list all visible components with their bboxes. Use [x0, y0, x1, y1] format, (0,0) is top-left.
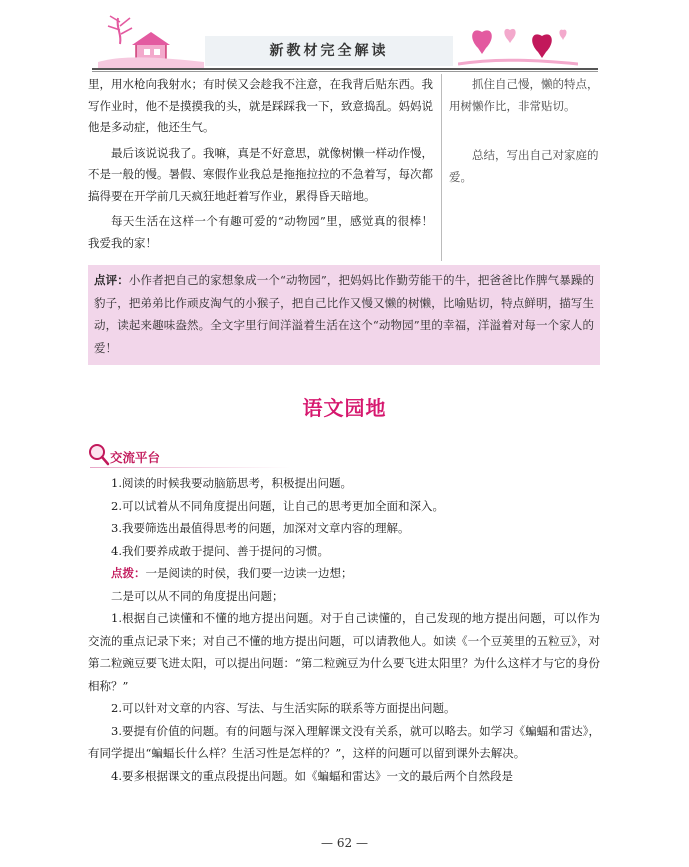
essay-text [88, 74, 433, 254]
essay-paragraph: 里，用水枪向我射水；有时侯又会趁我不注意，在我背后贴东西。我写作业时，他不是摸摸我的头，就是踩踩我一下，致意捣乱。妈妈说他是多动症，他还生气。 [88, 77, 433, 134]
section-title: 语文园地 [302, 396, 387, 420]
point-paragraph: 3.要提有价值的问题。有的问题与深入理解课文没有关系，就可以略去。如学习《蝙蝠和雷达》，有同学提出“蝙蝠长什么样？生活习性是怎样的？”，这样的问题可以留到课外去解决。 [88, 723, 600, 760]
list-item: 4.我们要养成敢于提问、善于提问的习惯。 [111, 543, 329, 558]
header-rule-thin [92, 71, 598, 72]
tip-line-2: 二是可以从不同的角度提出问题； [111, 588, 284, 603]
list-item: 1.阅读的时候我要动脑筋思考，积极提出问题。 [111, 476, 352, 490]
essay-paragraph: 最后该说说我了。我嘛，真是不好意思，就像树懒一样动作慢，不是一般的慢。暑假、寒假作业我总是拖拖拉拉的不急着写，每次都搞得要在开学前几天疯狂地赶着写作业，累得昏天暗地。 [88, 145, 433, 203]
hearts-illustration [458, 18, 578, 70]
house-tree-illustration [96, 14, 206, 70]
column-divider [441, 74, 442, 261]
point-paragraph: 2.可以针对文章的内容、写法、与生活实际的联系等方面提出问题。 [111, 701, 456, 715]
review-text: 小作者把自己的家想象成一个“动物园”，把妈妈比作勤劳能干的牛，把爸爸比作脾气暴躁的豹子，把弟弟比作顽皮淘气的小猴子，把自己比作又慢又懒的树懒，比喻贴切，特点鲜明，描写生动，读起来趣味盎然。全文字里行间洋溢着生活在这个“动物园”里的幸福，洋溢着对每一个家人的爱！ [94, 273, 594, 355]
subsection-underline [90, 467, 290, 468]
header-rule [92, 68, 598, 70]
margin-notes [449, 74, 607, 196]
tip-line [88, 562, 600, 585]
list-item: 2.可以试着从不同角度提出问题，让自己的思考更加全面和深入。 [111, 498, 444, 513]
list-item: 3.我要筛选出最值得思考的问题，加深对文章内容的理解。 [111, 521, 410, 535]
page-number: — 62 — [321, 836, 368, 850]
essay-paragraph: 每天生活在这样一个有趣可爱的“动物园”里，感觉真的很棒！我爱我的家！ [88, 214, 433, 250]
point-paragraph: 4.要多根据课文的重点段提出问题。如《蝙蝠和雷达》一文的最后两个自然段是 [111, 768, 513, 783]
margin-note: 总结，写出自己对家庭的爱。 [449, 148, 599, 184]
review-box [88, 265, 600, 365]
subsection-title: 交流平台 [110, 450, 161, 465]
point-paragraph: 1.根据自己读懂和不懂的地方提出问题。对于自己读懂的，自己发现的地方提出问题，可以作为交流的重点记录下来；对自己不懂的地方提出问题，可以请教他人。如读《一个豆荚里的五粒豆》，对第二粒豌豆要飞进太阳，可以提出问题：“第二粒豌豆为什么要飞进太阳里？为什么这样才与它的身份相称？” [88, 611, 600, 693]
header-title: 新教材完全解读 [269, 43, 389, 59]
magnifier-icon [88, 442, 110, 466]
tip-text: 一是阅读的时侯，我们要一边读一边想； [145, 566, 353, 580]
body-text [88, 472, 600, 787]
margin-note: 抓住自己慢，懒的特点，用树懒作比，非常贴切。 [449, 77, 599, 113]
review-label: 点评： [94, 273, 129, 287]
tip-label: 点拨： [111, 566, 146, 580]
